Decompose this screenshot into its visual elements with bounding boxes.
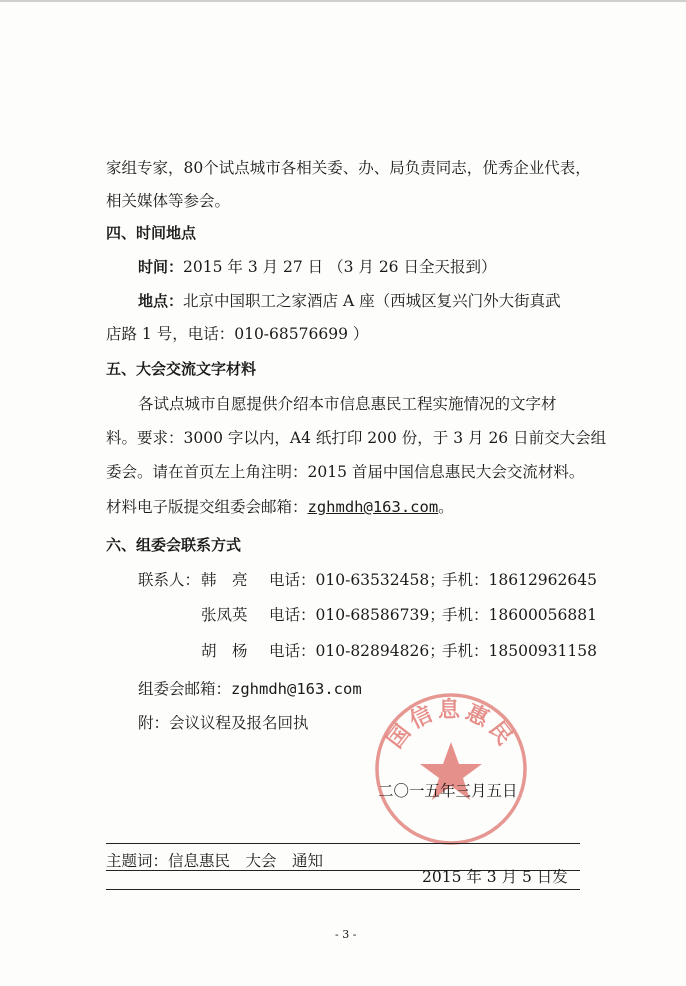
page-number: - 3 - bbox=[335, 928, 357, 941]
section-heading: 五、大会交流文字材料 bbox=[106, 360, 257, 378]
contact-mobile: 手机：18600056881 bbox=[442, 606, 597, 624]
time-line bbox=[138, 257, 496, 277]
paragraph-line: 相关媒体等参会。 bbox=[106, 192, 231, 210]
committee-email-value[interactable]: zghmdh@163.com bbox=[231, 680, 362, 698]
subject-label: 主题词： bbox=[106, 852, 169, 870]
place-label: 地点： bbox=[138, 292, 184, 310]
email-suffix: 。 bbox=[438, 498, 454, 516]
contact-phone: 电话：010-63532458； bbox=[269, 571, 445, 589]
email-prefix: 材料电子版提交组委会邮箱： bbox=[106, 498, 308, 516]
official-seal-icon bbox=[372, 690, 530, 848]
seal-text: 国信息惠民 bbox=[382, 698, 520, 754]
place-value: 北京中国职工之家酒店 A 座（西城区复兴门外大街真武 bbox=[183, 292, 561, 310]
email-link[interactable]: zghmdh@163.com bbox=[307, 498, 439, 516]
paragraph-line: 料。要求：3000 字以内，A4 纸打印 200 份，于 3 月 26 日前交大会组 bbox=[106, 429, 607, 447]
issued-date: 2015 年 3 月 5 日发 bbox=[422, 868, 568, 886]
contact-name: 胡 杨 bbox=[201, 642, 248, 660]
footer-bottom-rule bbox=[106, 889, 580, 890]
contact-name: 张凤英 bbox=[201, 606, 248, 624]
paragraph-line: 家组专家，80个试点城市各相关委、办、局负责同志，优秀企业代表， bbox=[106, 159, 591, 177]
time-label: 时间： bbox=[138, 258, 184, 276]
place-line bbox=[138, 291, 561, 311]
subject-words bbox=[106, 849, 323, 871]
contact-label: 联系人： bbox=[138, 571, 201, 589]
paragraph-line: 各试点城市自愿提供介绍本市信息惠民工程实施情况的文字材 bbox=[138, 395, 557, 413]
paragraph-line: 店路 1 号，电话：010-68576699 ） bbox=[106, 325, 369, 343]
section-heading: 四、时间地点 bbox=[106, 224, 197, 242]
attachment-note: 附：会议议程及报名回执 bbox=[138, 714, 309, 732]
paragraph-line: 委会。请在首页左上角注明：2015 首届中国信息惠民大会交流材料。 bbox=[106, 463, 585, 481]
contact-mobile: 手机：18500931158 bbox=[442, 642, 597, 660]
committee-email-label: 组委会邮箱： bbox=[138, 680, 232, 698]
contact-mobile: 手机：18612962645 bbox=[442, 571, 597, 589]
contact-phone: 电话：010-68586739； bbox=[269, 606, 445, 624]
paragraph-line bbox=[106, 497, 454, 517]
contact-name: 韩 亮 bbox=[201, 571, 248, 589]
time-value: 2015 年 3 月 27 日 （3 月 26 日全天报到） bbox=[183, 258, 497, 276]
footer-top-rule bbox=[106, 843, 580, 844]
committee-email-line bbox=[138, 679, 362, 699]
section-heading: 六、组委会联系方式 bbox=[106, 536, 242, 554]
page-top-edge bbox=[0, 0, 686, 2]
contact-phone: 电话：010-82894826； bbox=[269, 642, 445, 660]
signed-date: 二〇一五年三月五日 bbox=[378, 782, 518, 800]
subject-value: 信息惠民 大会 通知 bbox=[168, 852, 324, 870]
